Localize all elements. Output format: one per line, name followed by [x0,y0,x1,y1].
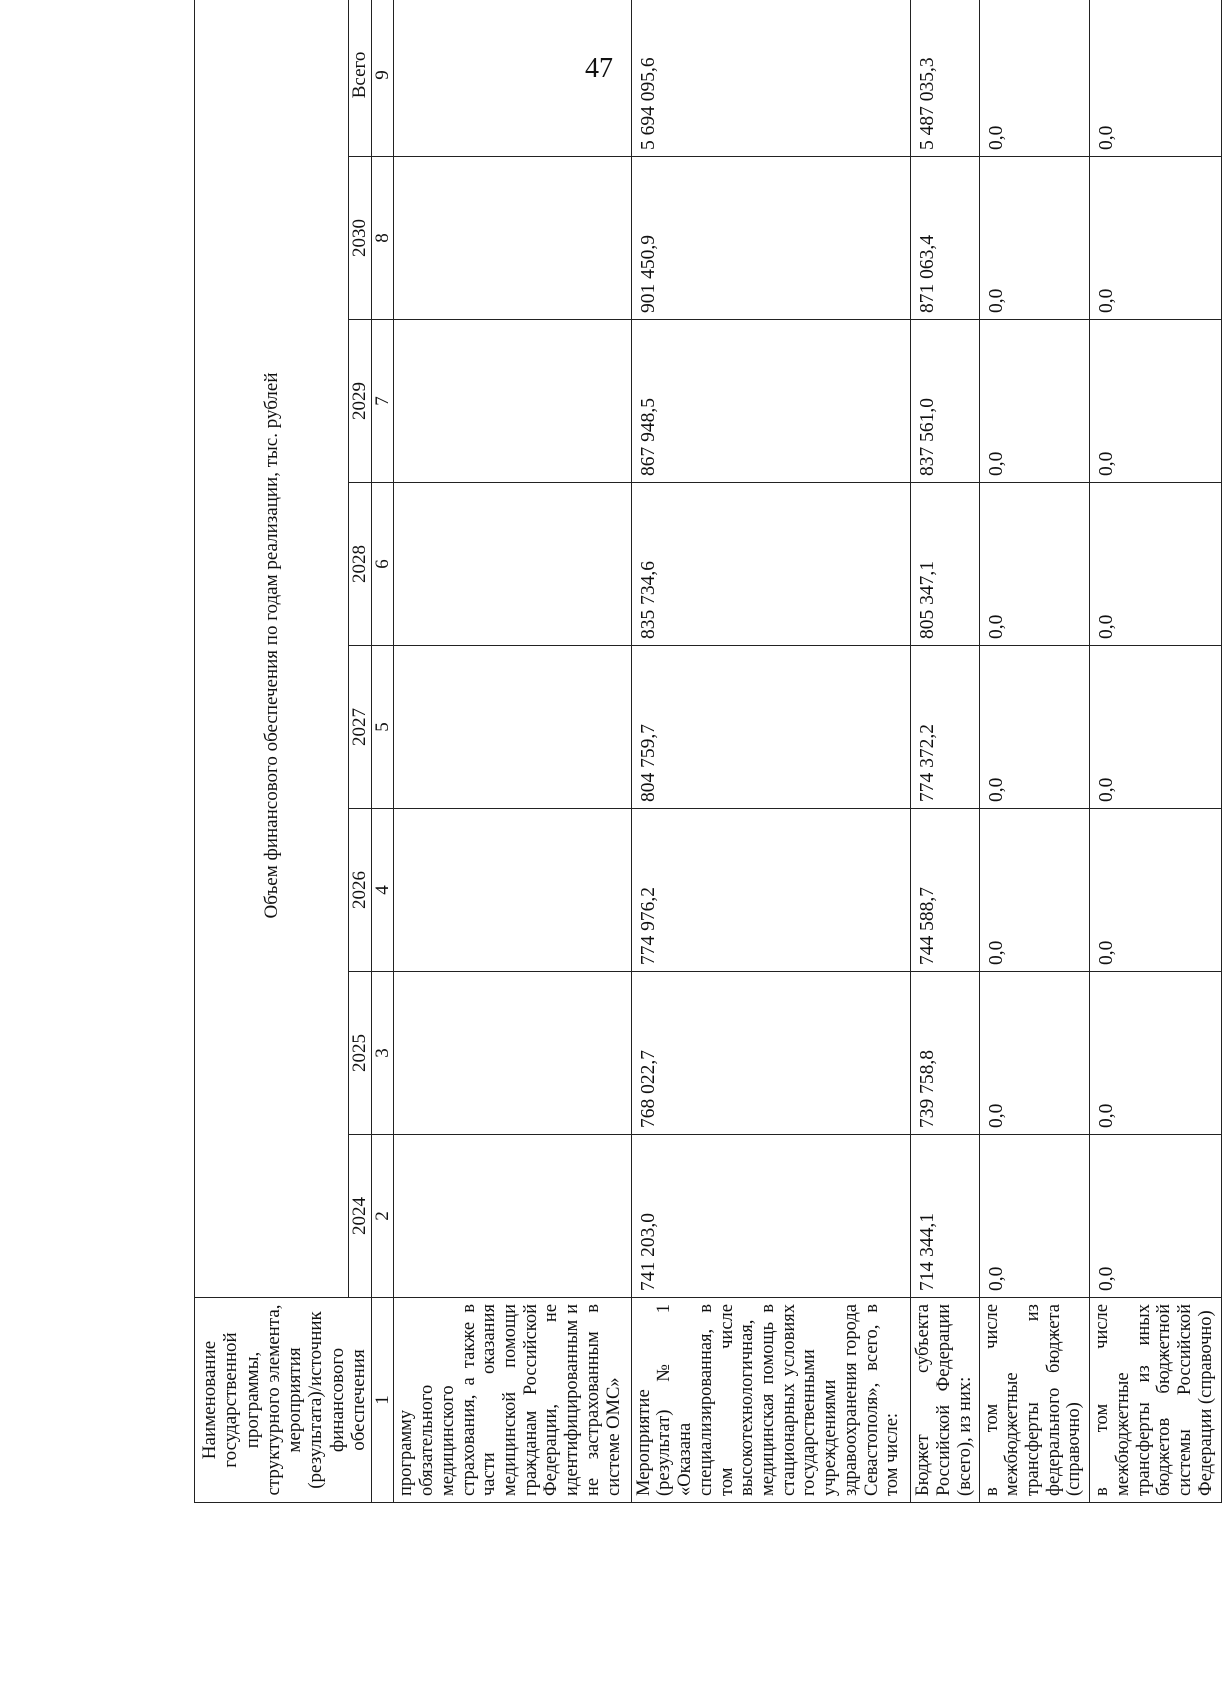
row-value: 901 450,9 [631,157,910,320]
row-value: 0,0 [1090,1135,1222,1298]
row-value: 867 948,5 [631,320,910,483]
header-year: 2029 [349,320,372,483]
row-value [394,1135,631,1298]
column-number: 2 [372,1135,394,1298]
row-name: Мероприятие (результат) № 1 «Оказана специализированная, в том числе высокотехнологичная, медицинская помощь в стационарных условиях государственными учреждениями здравоохранения города Севастополя», всего, в том числе: [631,1298,910,1503]
row-value: 739 758,8 [911,972,979,1135]
row-name: программу обязательного медицинского страхования, а также в части оказания медицинской помощи гражданам Российской Федерации, не идентифицированным и не застрахованным в системе ОМС» [394,1298,631,1503]
row-value [394,972,631,1135]
row-name: в том числе межбюджетные трансферты из федерального бюджета (справочно) [979,1298,1090,1503]
header-year: 2025 [349,972,372,1135]
column-number: 6 [372,483,394,646]
column-number: 7 [372,320,394,483]
row-value: 871 063,4 [911,157,979,320]
row-value [394,0,631,157]
row-value: 5 487 035,3 [911,0,979,157]
row-value [394,646,631,809]
row-value: 744 588,7 [911,809,979,972]
row-name: Бюджет субъекта Российской Федерации (всего), из них: [911,1298,979,1503]
rotated-table-container [194,51,1216,1503]
row-value [394,157,631,320]
column-number: 5 [372,646,394,809]
column-number: 8 [372,157,394,320]
row-value: 0,0 [979,1135,1090,1298]
header-year: 2030 [349,157,372,320]
header-year: 2028 [349,483,372,646]
header-year: 2024 [349,1135,372,1298]
row-value: 0,0 [1090,0,1222,157]
row-value: 0,0 [1090,483,1222,646]
row-value: 835 734,6 [631,483,910,646]
header-financing-volume: Объем финансового обеспечения по годам реализации, тыс. рублей [195,0,349,1298]
header-name-column: Наименование государственной программы, структурного элемента, мероприятия (результата)/источник финансового обеспечения [195,1298,372,1503]
row-value: 0,0 [1090,157,1222,320]
table-row [1090,0,1222,1503]
column-number: 4 [372,809,394,972]
financing-table [194,0,1222,1503]
row-name: в том числе межбюджетные трансферты из иных бюджетов бюджетной системы Российской Федерации (справочно) [1090,1298,1222,1503]
row-value: 768 022,7 [631,972,910,1135]
header-year: 2027 [349,646,372,809]
page-number: 47 [585,53,613,84]
row-value: 0,0 [979,972,1090,1135]
row-value: 741 203,0 [631,1135,910,1298]
row-value: 837 561,0 [911,320,979,483]
column-number: 9 [372,0,394,157]
row-value: 0,0 [1090,320,1222,483]
row-value: 0,0 [979,483,1090,646]
row-value: 0,0 [979,320,1090,483]
row-value: 0,0 [979,646,1090,809]
row-value: 714 344,1 [911,1135,979,1298]
row-value: 0,0 [979,157,1090,320]
row-value: 0,0 [1090,972,1222,1135]
header-total: Всего [349,0,372,157]
column-number: 1 [372,1298,394,1503]
row-value: 804 759,7 [631,646,910,809]
table-row [631,0,910,1503]
row-value: 0,0 [979,809,1090,972]
row-value [394,483,631,646]
row-value: 5 694 095,6 [631,0,910,157]
table-row [911,0,979,1503]
row-value: 774 976,2 [631,809,910,972]
header-year: 2026 [349,809,372,972]
row-value: 0,0 [1090,646,1222,809]
table-row [979,0,1090,1503]
row-value [394,809,631,972]
row-value: 0,0 [979,0,1090,157]
column-number: 3 [372,972,394,1135]
row-value [394,320,631,483]
row-value: 0,0 [1090,809,1222,972]
row-value: 805 347,1 [911,483,979,646]
table-row [394,0,631,1503]
row-value: 774 372,2 [911,646,979,809]
